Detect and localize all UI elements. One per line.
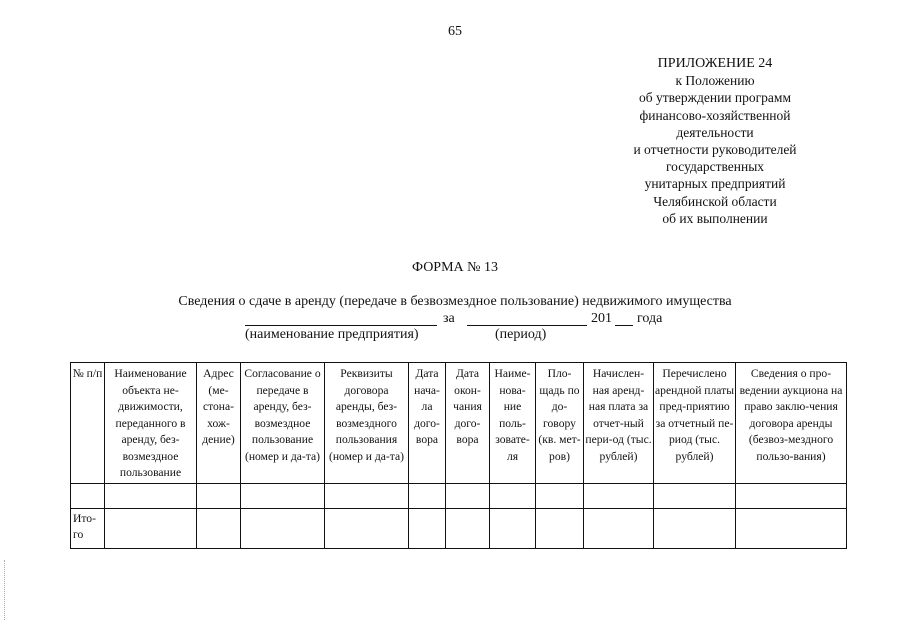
period-blank — [467, 325, 587, 326]
header-cell-user-name: Наиме-нова-ние поль-зовате-ля — [490, 363, 536, 484]
header-cell-start-date: Дата нача-ла дого-вора — [409, 363, 446, 484]
table-cell — [325, 508, 409, 548]
table-cell — [536, 508, 584, 548]
table-cell — [241, 483, 325, 508]
page-number: 65 — [448, 24, 462, 39]
header-cell-area: Пло-щадь по до-говору (кв. мет-ров) — [536, 363, 584, 484]
table-cell — [71, 483, 105, 508]
table-cell — [536, 483, 584, 508]
organization-blank — [245, 325, 437, 326]
header-cell-address: Адрес (ме-стона-хож-дение) — [197, 363, 241, 484]
table-cell — [105, 508, 197, 548]
table-cell — [197, 508, 241, 548]
table-cell — [409, 508, 446, 548]
organization-caption: (наименование предприятия) — [245, 327, 419, 342]
header-cell-end-date: Дата окон-чания дого-вора — [446, 363, 490, 484]
header-cell-transferred-rent: Перечислено арендной платы пред-приятию за отчетный пе-риод (тыс. рублей) — [654, 363, 736, 484]
year-blank — [615, 325, 633, 326]
table-cell — [736, 508, 847, 548]
appendix-line: Челябинской области — [653, 193, 777, 209]
appendix-line: и отчетности руководителей — [633, 142, 797, 158]
table-cell — [654, 508, 736, 548]
table-cell — [490, 483, 536, 508]
table-cell — [409, 483, 446, 508]
header-cell-auction-info: Сведения о про-ведении аукциона на право заклю-чения договора аренды (безвоз-мездного пользо-вания) — [736, 363, 847, 484]
scan-edge-marks — [4, 560, 7, 620]
header-cell-object-name: Наименование объекта не-движимости, переданного в аренду, без-возмездное пользование — [105, 363, 197, 484]
table-row — [71, 483, 847, 508]
table-cell — [584, 508, 654, 548]
rental-report-table — [70, 362, 847, 549]
appendix-heading — [600, 55, 830, 227]
appendix-line: об утверждении программ — [638, 90, 791, 106]
header-cell-approval: Согласование о передаче в аренду, без-возмездное пользование (номер и да-та) — [241, 363, 325, 484]
table-cell — [446, 508, 490, 548]
total-label: Ито-го — [71, 508, 105, 548]
appendix-title: ПРИЛОЖЕНИЕ 24 — [657, 56, 773, 71]
table-cell — [325, 483, 409, 508]
table-header-row — [71, 363, 847, 484]
blank-captions — [245, 327, 685, 345]
table-cell — [490, 508, 536, 548]
appendix-line: деятельности — [676, 124, 754, 140]
table-cell — [654, 483, 736, 508]
appendix-line: об их выполнении — [662, 210, 768, 226]
header-cell-contract-details: Реквизиты договора аренды, без-возмездного пользования (номер и да-та) — [325, 363, 409, 484]
period-caption: (период) — [495, 327, 547, 342]
total-row — [71, 508, 847, 548]
year-suffix: года — [637, 311, 663, 326]
appendix-line: финансово-хозяйственной — [639, 107, 791, 123]
period-za-label: за — [443, 311, 455, 326]
table-cell — [197, 483, 241, 508]
header-cell-accrued-rent: Начислен-ная аренд-ная плата за отчет-ный пери-од (тыс. рублей) — [584, 363, 654, 484]
table-cell — [446, 483, 490, 508]
table-cell — [584, 483, 654, 508]
year-prefix: 201 — [591, 311, 612, 326]
table-cell — [736, 483, 847, 508]
form-subtitle: Сведения о сдаче в аренду (передаче в безвозмездное пользование) недвижимого имущества — [178, 294, 732, 309]
appendix-line: унитарных предприятий — [644, 176, 786, 192]
table-cell — [241, 508, 325, 548]
table-cell — [105, 483, 197, 508]
header-cell-number: № п/п — [71, 363, 105, 484]
appendix-line: государственных — [665, 159, 765, 175]
appendix-line: к Положению — [675, 73, 755, 89]
form-title: ФОРМА № 13 — [411, 260, 499, 275]
